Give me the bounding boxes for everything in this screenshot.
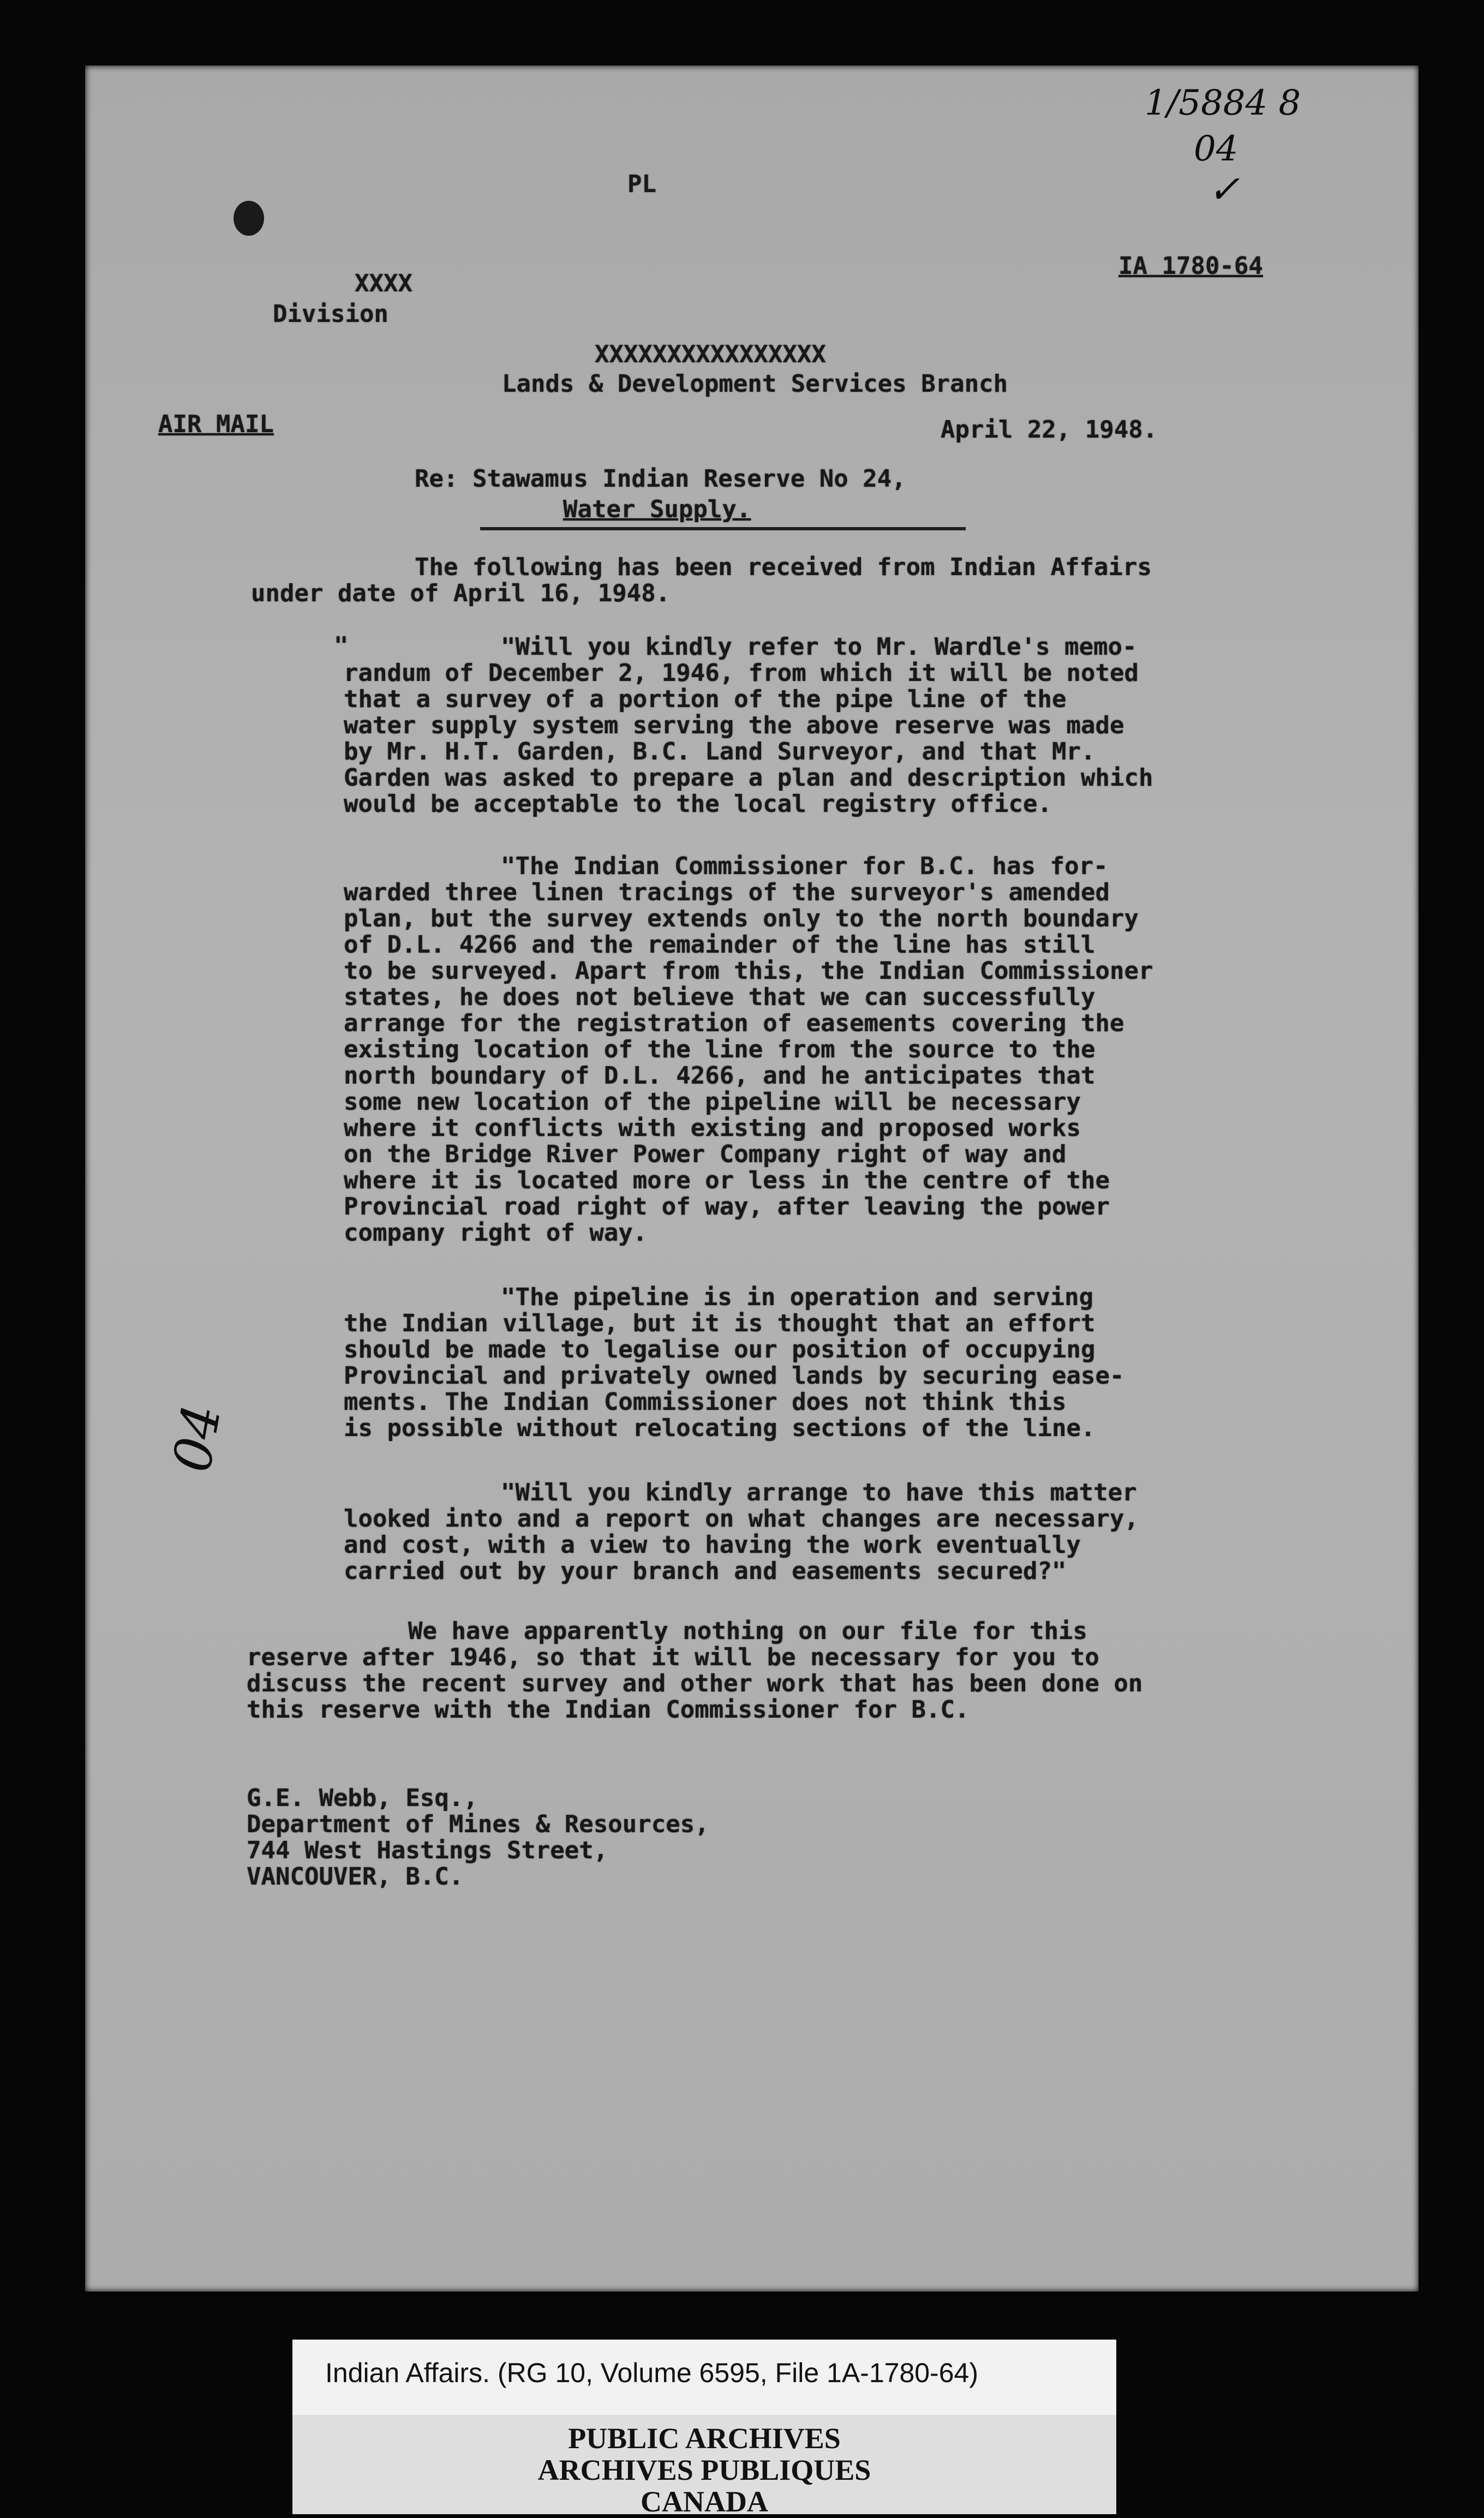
addressee-line: VANCOUVER, B.C. <box>247 1863 464 1891</box>
intro-line-1: The following has been received from Indian Affairs <box>415 553 1152 581</box>
quote-p2-line: Provincial road right of way, after leaving the power <box>344 1193 1110 1221</box>
addressee-line: 744 West Hastings Street, <box>247 1837 608 1864</box>
quote-p3-line: ments. The Indian Commissioner does not think this <box>344 1388 1067 1416</box>
quote-p1-line: by Mr. H.T. Garden, B.C. Land Surveyor, and that Mr. <box>344 738 1096 765</box>
quote-p1-line: that a survey of a portion of the pipe line of the <box>344 685 1067 713</box>
quote-p2-line: north boundary of D.L. 4266, and he anticipates that <box>344 1062 1096 1090</box>
division-label: Division <box>273 300 388 328</box>
quote-p2-line: on the Bridge River Power Company right of way and <box>344 1140 1067 1168</box>
file-reference: IA 1780-64 <box>1118 252 1263 280</box>
letter-date: April 22, 1948. <box>941 416 1158 444</box>
intro-line-2: under date of April 16, 1948. <box>251 579 671 607</box>
closing-line: We have apparently nothing on our file for this <box>408 1617 1088 1645</box>
quote-p1-line: water supply system serving the above reserve was made <box>344 711 1124 739</box>
closing-line: reserve after 1946, so that it will be necessary for you to <box>247 1643 1099 1671</box>
handwritten-margin-note: 04 <box>161 1400 233 1476</box>
quote-p1-line: "Will you kindly refer to Mr. Wardle's memo- <box>501 633 1137 661</box>
initials: PL <box>627 170 656 198</box>
quote-p2-line: plan, but the survey extends only to the north boundary <box>344 905 1139 932</box>
punch-hole <box>234 201 264 236</box>
crossed-out-line: XXXXXXXXXXXXXXXX <box>595 340 826 368</box>
subject-line-1: Re: Stawamus Indian Reserve No 24, <box>415 465 906 493</box>
closing-line: discuss the recent survey and other work that has been done on <box>247 1670 1143 1697</box>
quote-p1-line: would be acceptable to the local registry office. <box>344 790 1052 818</box>
subject-underline <box>480 527 966 530</box>
addressee-line: G.E. Webb, Esq., <box>247 1784 478 1812</box>
quote-p3-line: the Indian village, but it is thought that an effort <box>344 1309 1096 1337</box>
closing-line: this reserve with the Indian Commissioner for B.C. <box>247 1696 970 1724</box>
stamp-line-2: ARCHIVES PUBLIQUES <box>537 2454 871 2486</box>
quote-p2-line: arrange for the registration of easements covering the <box>344 1009 1124 1037</box>
stamp-line-1: PUBLIC ARCHIVES <box>568 2422 841 2455</box>
quote-p3-line: should be made to legalise our position of occupying <box>344 1336 1096 1363</box>
air-mail-label: AIR MAIL <box>158 410 274 438</box>
quote-p4-line: "Will you kindly arrange to have this matter <box>501 1479 1137 1506</box>
quote-p2-line: existing location of the line from the source to the <box>344 1036 1096 1063</box>
quote-p4-line: and cost, with a view to having the work eventually <box>344 1531 1081 1559</box>
crossed-out-text: XXXX <box>355 270 412 297</box>
quote-p4-line: carried out by your branch and easements secured?" <box>344 1557 1067 1585</box>
quote-p2-line: where it conflicts with existing and proposed works <box>344 1114 1081 1142</box>
margin-quote-mark: " <box>334 632 349 660</box>
quote-p3-line: Provincial and privately owned lands by securing ease- <box>344 1362 1124 1390</box>
quote-p2-line: where it is located more or less in the centre of the <box>344 1167 1110 1194</box>
subject-line-2: Water Supply. <box>563 495 751 523</box>
quote-p2-line: to be surveyed. Apart from this, the Indian Commissioner <box>344 957 1153 985</box>
check-mark-icon: ✓ <box>1208 167 1240 212</box>
quote-p3-line: is possible without relocating sections of the line. <box>344 1414 1096 1442</box>
quote-p1-line: randum of December 2, 1946, from which it will be noted <box>344 659 1139 687</box>
archive-citation-label <box>292 2340 1116 2415</box>
quote-p2-line: company right of way. <box>344 1219 648 1247</box>
quote-p1-line: Garden was asked to prepare a plan and description which <box>344 764 1153 792</box>
quote-p2-line: states, he does not believe that we can successfully <box>344 983 1096 1011</box>
archive-citation: Indian Affairs. (RG 10, Volume 6595, File 1A-1780-64) <box>325 2358 978 2388</box>
addressee-line: Department of Mines & Resources, <box>247 1810 709 1838</box>
quote-p2-line: some new location of the pipeline will be necessary <box>344 1088 1081 1116</box>
archive-stamp <box>292 2415 1116 2518</box>
branch-name: Lands & Development Services Branch <box>502 370 1008 398</box>
quote-p2-line: warded three linen tracings of the surveyor's amended <box>344 878 1110 906</box>
handwritten-number: 04 <box>1194 129 1238 169</box>
quote-p2-line: "The Indian Commissioner for B.C. has for- <box>501 852 1108 880</box>
quote-p2-line: of D.L. 4266 and the remainder of the line has still <box>344 931 1096 959</box>
quote-p3-line: "The pipeline is in operation and serving <box>501 1283 1094 1311</box>
quote-p4-line: looked into and a report on what changes are necessary, <box>344 1505 1139 1533</box>
stamp-line-3: CANADA <box>641 2485 768 2518</box>
handwritten-file-number: 1/5884 8 <box>1145 83 1301 123</box>
